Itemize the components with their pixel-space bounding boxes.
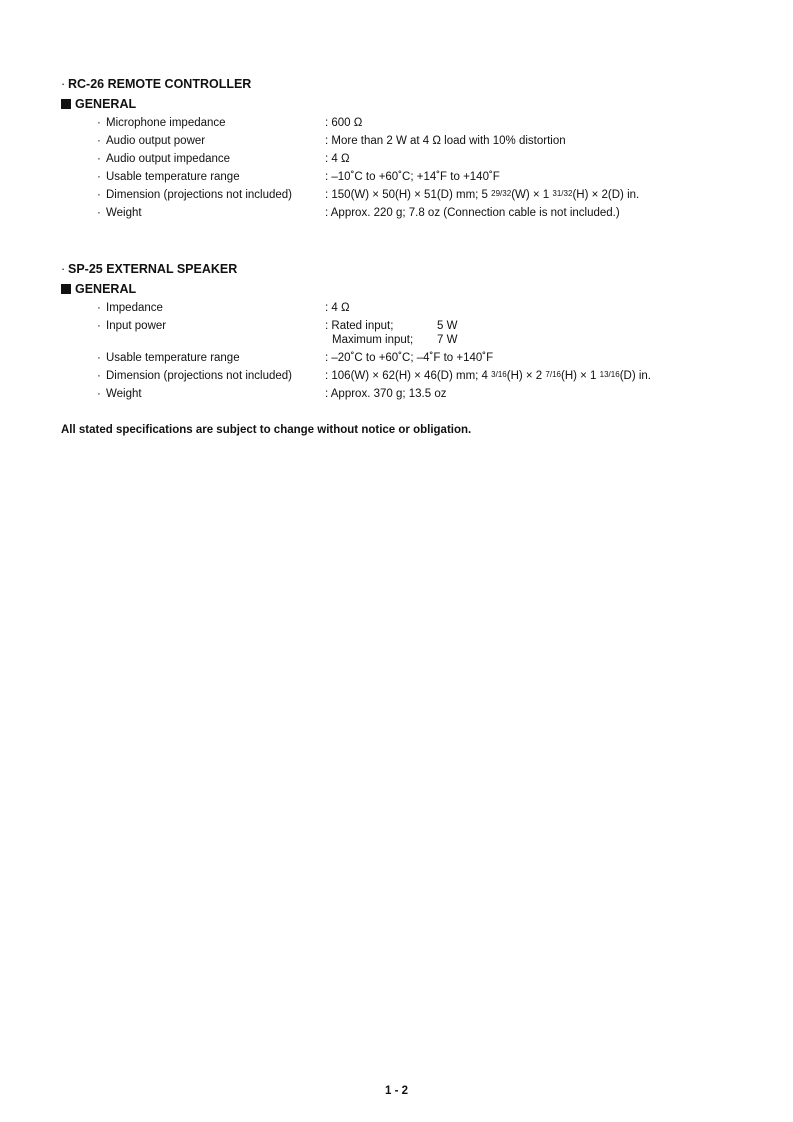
spec-value: : 106(W) × 62(H) × 46(D) mm; 4 3/16(H) × 2 7/16(H) × 1 13/16(D) in. — [325, 370, 651, 382]
spec-value: : Rated input; 5 W — [325, 320, 458, 332]
spec-value: : 150(W) × 50(H) × 51(D) mm; 5 29/32(W) × 1 31/32(H) × 2(D) in. — [325, 189, 640, 201]
spec-row: · Audio output power : More than 2 W at 4 Ω load with 10% distortion — [61, 132, 761, 150]
spec-row: · Audio output impedance : 4 Ω — [61, 150, 761, 168]
square-bullet-icon — [61, 99, 71, 109]
spec-row: · Dimension (projections not included) : 106(W) × 62(H) × 46(D) mm; 4 3/16(H) × 2 7/16(H) × 1 13/16(D) in. — [61, 367, 761, 385]
sp25-section — [61, 261, 761, 403]
spec-value: : 4 Ω — [325, 153, 350, 165]
spec-label: Dimension (projections not included) — [106, 370, 293, 382]
spec-value: : Approx. 370 g; 13.5 oz — [325, 388, 447, 400]
square-bullet-icon — [61, 284, 71, 294]
spec-row: · Microphone impedance : 600 Ω — [61, 114, 761, 132]
spec-label: Audio output impedance — [106, 153, 231, 165]
spec-label: Impedance — [106, 302, 163, 314]
spec-label: Weight — [106, 388, 142, 400]
spec-value: : 600 Ω — [325, 117, 363, 129]
spec-value: : More than 2 W at 4 Ω load with 10% distortion — [325, 135, 566, 147]
spec-row: · Weight : Approx. 220 g; 7.8 oz (Connection cable is not included.) — [61, 204, 761, 222]
spec-label: Usable temperature range — [106, 171, 240, 183]
spec-value: : 4 Ω — [325, 302, 350, 314]
general-heading: GENERAL — [61, 96, 761, 112]
spec-label: Audio output power — [106, 135, 206, 147]
spec-value: : –20˚C to +60˚C; –4˚F to +140˚F — [325, 352, 494, 364]
spec-row: · Usable temperature range : –10˚C to +60˚C; +14˚F to +140˚F — [61, 168, 761, 186]
spec-row: · Usable temperature range : –20˚C to +60˚C; –4˚F to +140˚F — [61, 349, 761, 367]
spec-label: Microphone impedance — [106, 117, 226, 129]
spec-label: Usable temperature range — [106, 352, 240, 364]
general-heading: GENERAL — [61, 281, 761, 297]
spec-value: : –10˚C to +60˚C; +14˚F to +140˚F — [325, 171, 500, 183]
spec-value: Maximum input; 7 W — [332, 334, 458, 346]
specifications-notice: All stated specifications are subject to change without notice or obligation. — [61, 424, 472, 436]
spec-row: · Impedance : 4 Ω — [61, 299, 761, 317]
spec-value: : Approx. 220 g; 7.8 oz (Connection cable is not included.) — [325, 207, 620, 219]
page-number: 1 - 2 — [384, 1085, 408, 1097]
spec-row: · Dimension (projections not included) : 150(W) × 50(H) × 51(D) mm; 5 29/32(W) × 1 31/32(H) × 2(D) in. — [61, 186, 761, 204]
section-title: · RC-26 REMOTE CONTROLLER — [61, 77, 252, 91]
spec-label: Input power — [106, 320, 167, 332]
spec-row: · Input power : Rated input; 5 W Maximum input; 7 W — [61, 317, 761, 349]
section-title: · SP-25 EXTERNAL SPEAKER — [61, 262, 238, 276]
rc26-section — [61, 76, 761, 222]
spec-label: Dimension (projections not included) — [106, 189, 293, 201]
spec-row: · Weight : Approx. 370 g; 13.5 oz — [61, 385, 761, 403]
spec-label: Weight — [106, 207, 142, 219]
